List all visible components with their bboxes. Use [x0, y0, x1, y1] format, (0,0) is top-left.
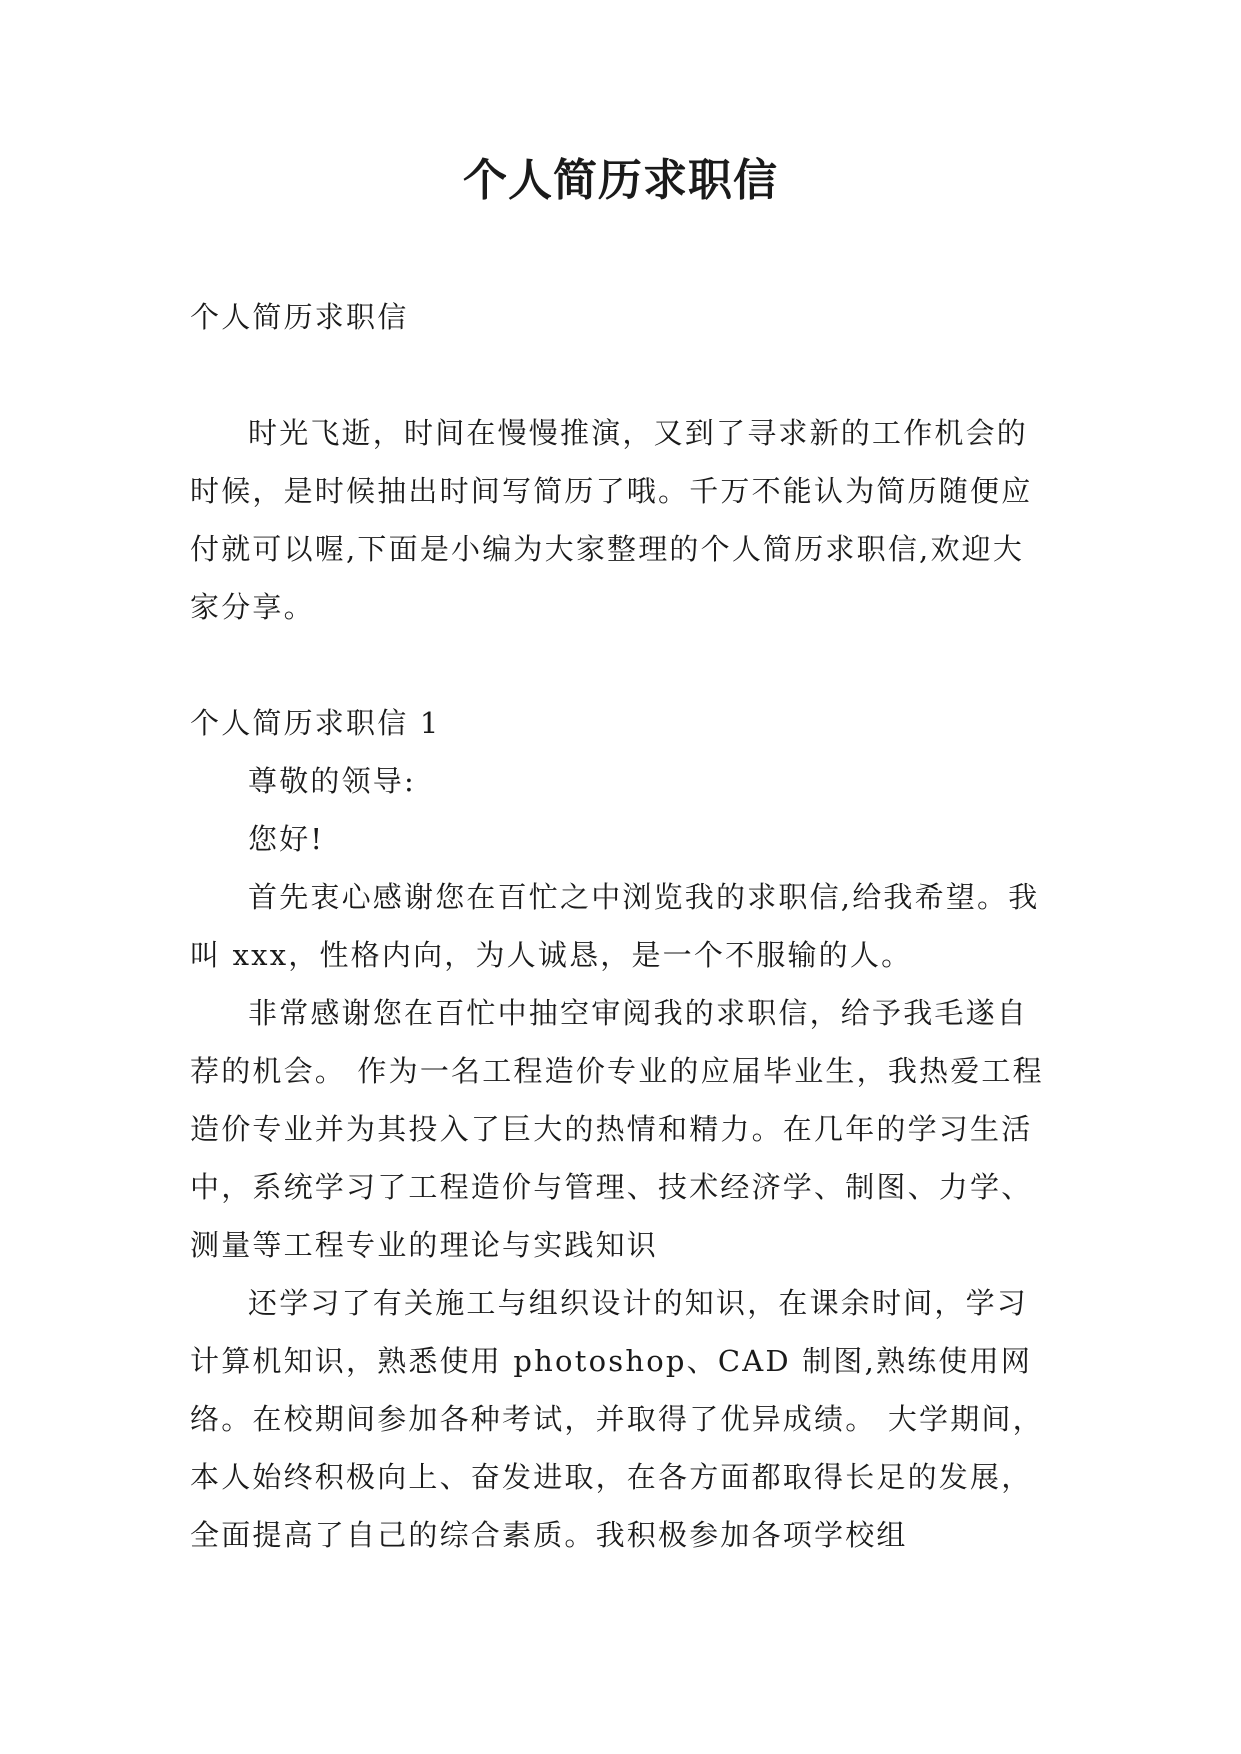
intro-paragraph: 时光飞逝，时间在慢慢推演，又到了寻求新的工作机会的时候，是时候抽出时间写简历了哦。千万不能认为简历随便应付就可以喔,下面是小编为大家整理的个人简历求职信,欢迎大家分享。	[190, 416, 1033, 624]
document-title: 个人简历求职信	[463, 155, 778, 206]
body-paragraph: 首先衷心感谢您在百忙之中浏览我的求职信,给我希望。我叫 xxx，性格内向，为人诚恳，是一个不服输的人。	[190, 880, 1040, 972]
document-body	[190, 288, 1052, 1564]
spacer	[190, 346, 1052, 404]
document-subtitle: 个人简历求职信	[190, 300, 409, 334]
greeting: 您好!	[248, 822, 325, 856]
salutation: 尊敬的领导:	[248, 764, 416, 798]
spacer	[190, 636, 1052, 694]
body-paragraph: 非常感谢您在百忙中抽空审阅我的求职信，给予我毛遂自荐的机会。 作为一名工程造价专业的应届毕业生，我热爱工程造价专业并为其投入了巨大的热情和精力。在几年的学习生活中，系统学习了工程造价与管理、技术经济学、制图、力学、测量等工程专业的理论与实践知识	[190, 996, 1044, 1262]
section-heading: 个人简历求职信 1	[190, 706, 441, 740]
body-paragraph: 还学习了有关施工与组织设计的知识，在课余时间，学习计算机知识，熟悉使用 photoshop、CAD 制图,熟练使用网络。在校期间参加各种考试，并取得了优异成绩。 大学期间，本人始终积极向上、奋发进取，在各方面都取得长足的发展，全面提高了自己的综合素质。我积极参加各项学校组	[190, 1286, 1044, 1552]
